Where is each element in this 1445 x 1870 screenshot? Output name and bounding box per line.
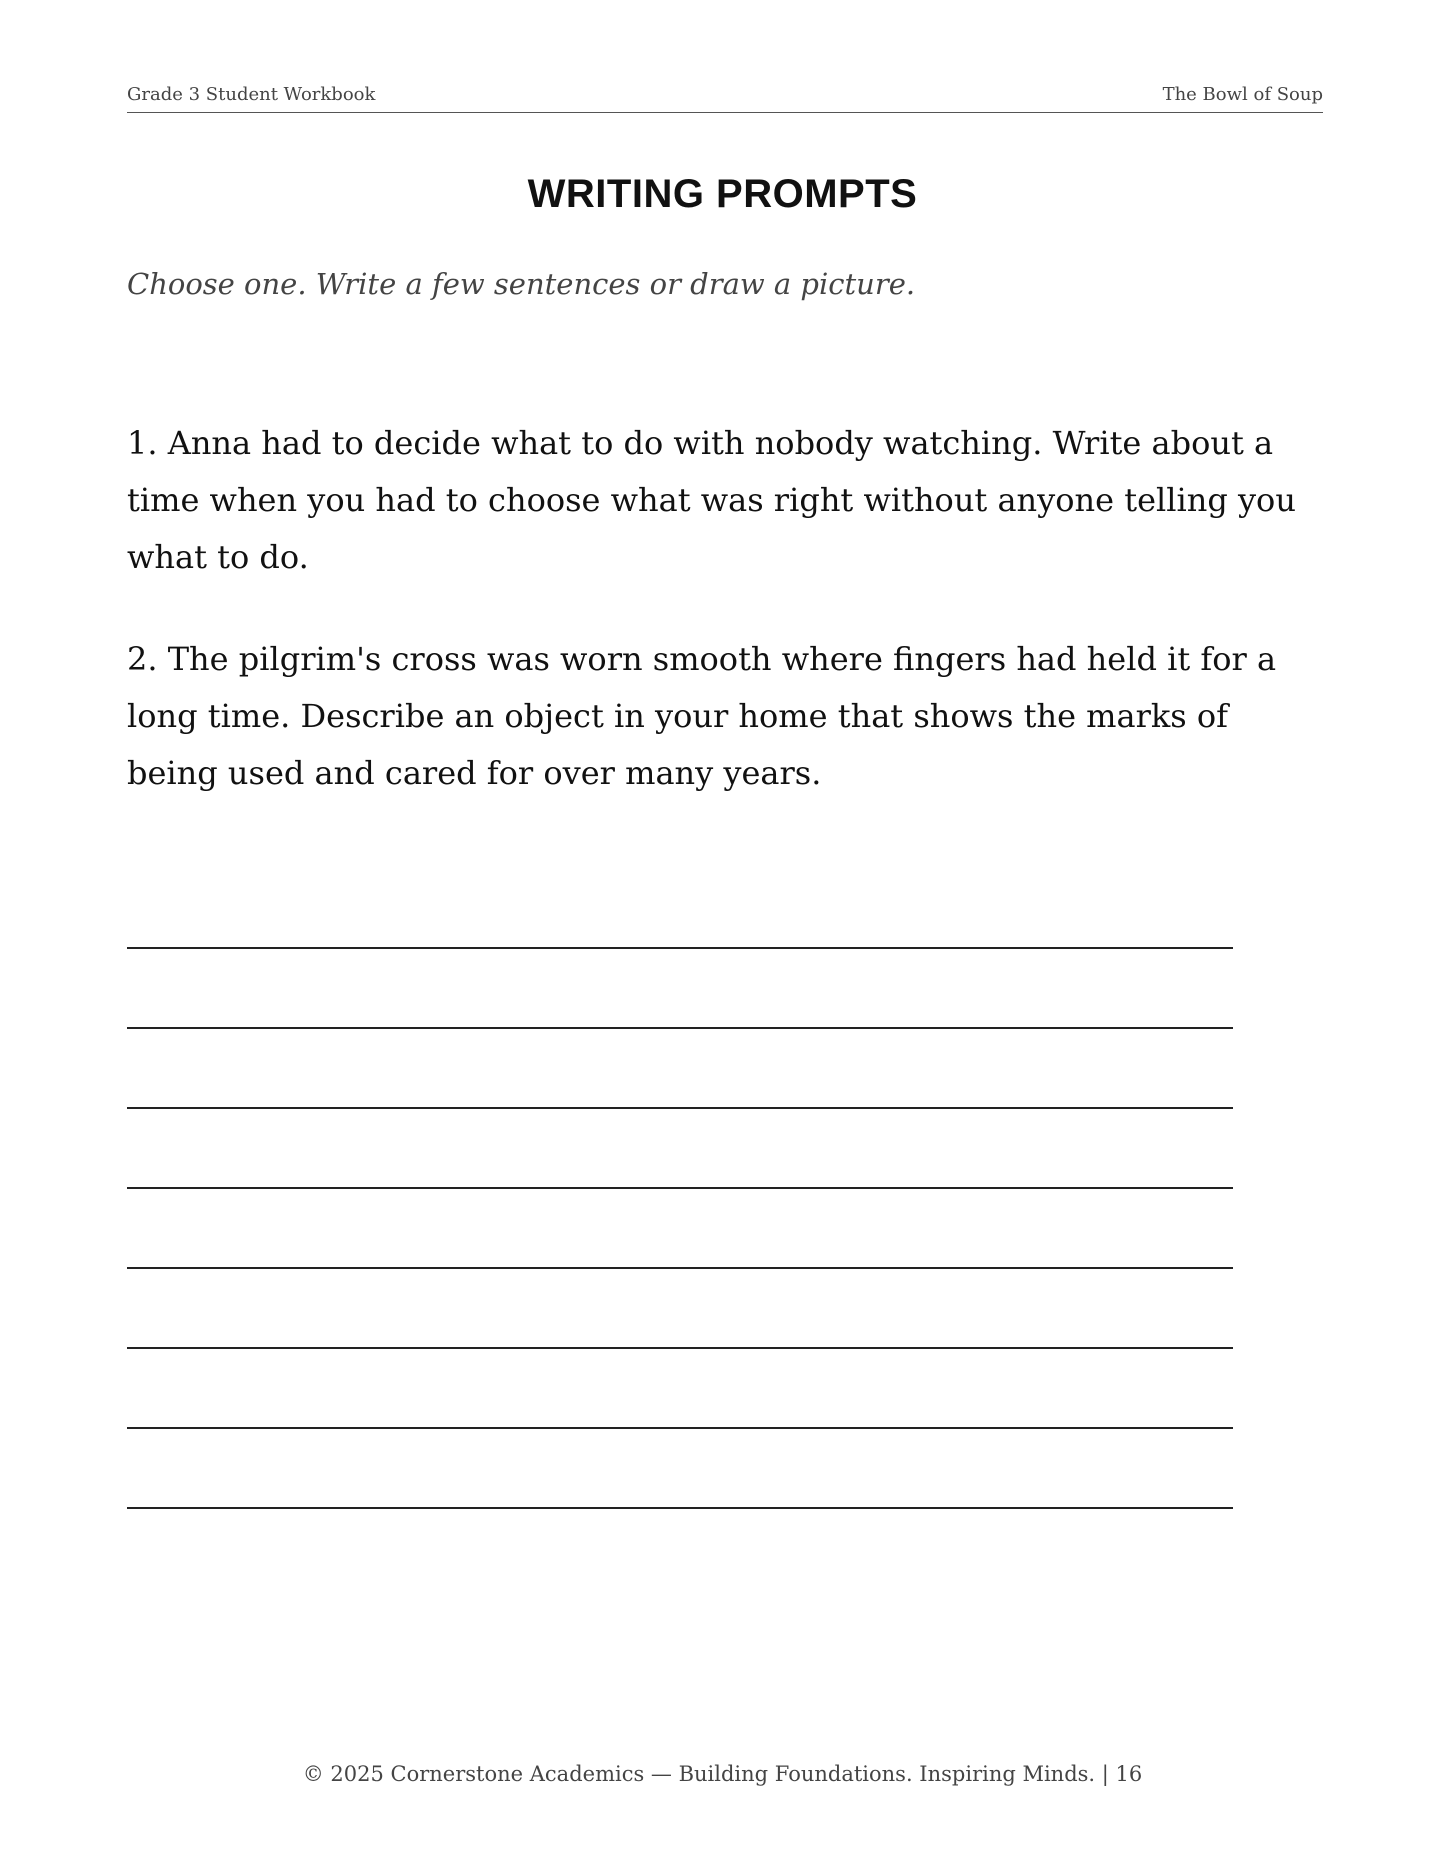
instructions-text: Choose one. Write a few sentences or draw a picture. <box>127 267 916 301</box>
answer-line[interactable] <box>127 895 1233 949</box>
answer-line[interactable] <box>127 1109 1233 1189</box>
header-workbook-title: Grade 3 Student Workbook <box>127 84 376 105</box>
answer-lines <box>127 895 1233 1509</box>
page-footer: © 2025 Cornerstone Academics — Building Foundations. Inspiring Minds. | 16 <box>302 1762 1143 1786</box>
answer-line[interactable] <box>127 1269 1233 1349</box>
page-header <box>127 82 1323 113</box>
answer-line[interactable] <box>127 1349 1233 1429</box>
header-story-title: The Bowl of Soup <box>1162 84 1323 105</box>
writing-prompt-1: 1. Anna had to decide what to do with nobody watching. Write about a time when you had to choose what was right without anyone telling you what to do. <box>127 424 1296 576</box>
answer-line[interactable] <box>127 1429 1233 1509</box>
page-title: WRITING PROMPTS <box>527 172 918 216</box>
answer-line[interactable] <box>127 949 1233 1029</box>
writing-prompt-2: 2. The pilgrim's cross was worn smooth where fingers had held it for a long time. Describe an object in your home that shows the marks of being used and cared for over many years. <box>127 640 1277 792</box>
answer-line[interactable] <box>127 1189 1233 1269</box>
answer-line[interactable] <box>127 1029 1233 1109</box>
